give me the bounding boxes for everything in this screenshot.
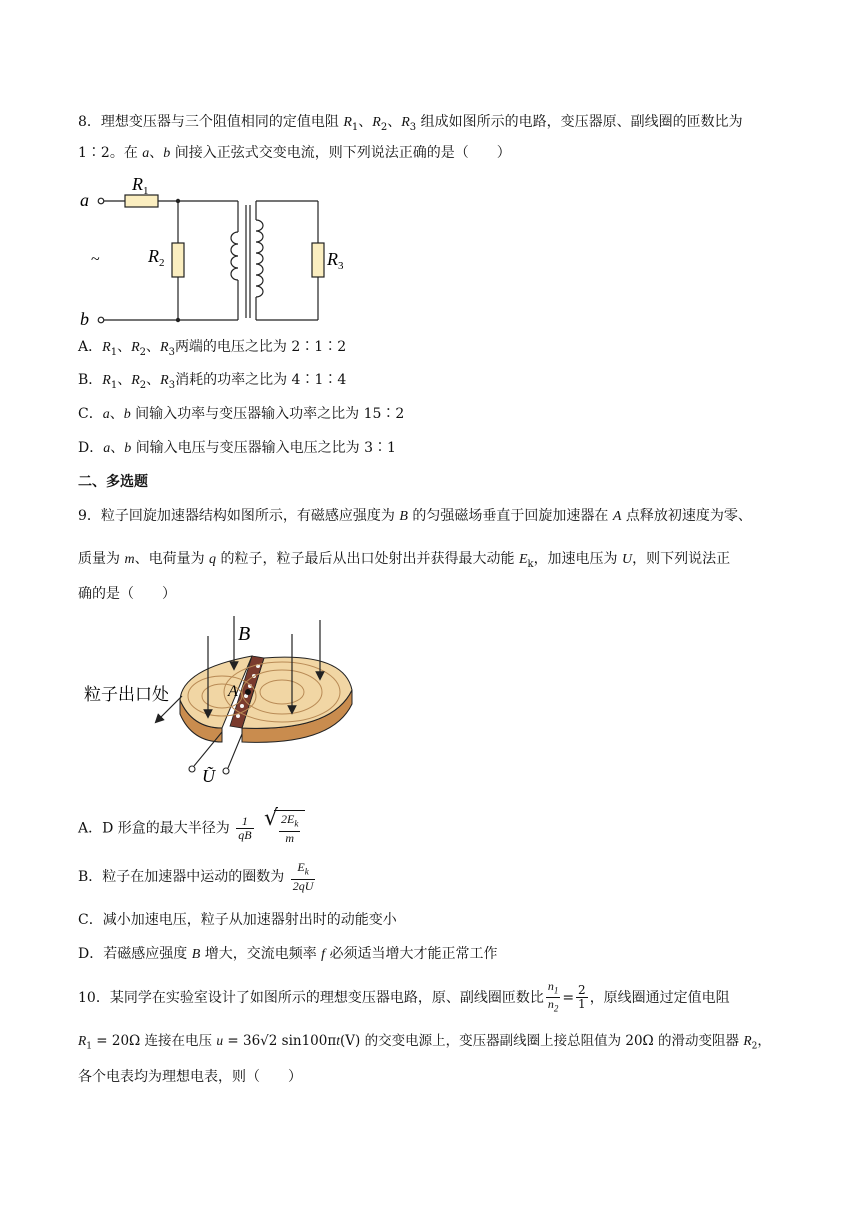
lead-terminal-right (223, 768, 229, 774)
junction-top (176, 199, 180, 203)
lead-terminal-left (189, 766, 195, 772)
q8-transformer-circuit-figure (76, 170, 366, 330)
q9-stem-line1: 9．粒子回旋加速器结构如图所示，有磁感应强度为 B 的匀强磁场垂直于回旋加速器在 A 点释放初速度为零、 (78, 508, 752, 524)
q9-cyclotron-figure (82, 614, 362, 786)
q10-stem-line1: 10．某同学在实验室设计了如图所示的理想变压器电路，原、副线圈匝数比 $\frac{n_1}{n_2}$ = $\frac{2}{1}$ ，原线圈通过定值电阻 (78, 979, 730, 1014)
secondary-coil (256, 220, 263, 297)
q8-option-b: B．$R_1$、$R_2$、$R_3$消耗的功率之比为 4∶1∶4 (78, 372, 347, 391)
terminal-b (98, 317, 104, 323)
junction-bottom (176, 318, 180, 322)
a-point-label: A (228, 683, 238, 700)
ac-source-symbol: ~ (91, 251, 100, 268)
terminal-a (98, 198, 104, 204)
q8-option-c: C．a、b 间输入功率与变压器输入功率之比为 15∶2 (78, 406, 405, 422)
terminal-a-label: a (80, 190, 89, 210)
q9-option-a: A．D 形盒的最大半径为 $\frac{1}{qB}$ √ $\frac{2E_k}{m}$ (78, 810, 305, 850)
primary-coil (231, 232, 238, 280)
r2-label: $R_2$ (148, 246, 165, 269)
q9-option-c: C．减小加速电压，粒子从加速器射出时的动能变小 (78, 912, 397, 928)
terminal-b-label: b (80, 309, 89, 329)
q9-option-d: D．若磁感应强度 B 增大，交流电频率 f 必须适当增大才能正常工作 (78, 946, 498, 962)
q10-stem-line2: $R_1 = 20\Omega$ 连接在电压 u = 36√2 sin100πt(V) 的交变电源上，变压器副线圈上接总阻值为 20Ω 的滑动变阻器 $R_2$， (78, 1033, 771, 1052)
q10-stem-line3: 各个电表均为理想电表，则（ ） (78, 1069, 302, 1085)
resistor-r3 (312, 243, 324, 277)
resistor-r2 (172, 243, 184, 277)
resistor-r1 (125, 195, 158, 207)
q9-stem-line3: 确的是（ ） (78, 586, 176, 602)
point-a (245, 689, 251, 695)
r1-label: $R_1$ (132, 174, 149, 197)
voltage-label: Ũ (202, 766, 215, 786)
exit-label: 粒子出口处 (84, 685, 169, 705)
q8-stem-line2: 1∶2。在 a、b 间接入正弦式交变电流，则下列说法正确的是（ ） (78, 145, 511, 161)
q8-option-d: D．a、b 间输入电压与变压器输入电压之比为 3∶1 (78, 440, 396, 456)
q9-stem-line2: 质量为 m、电荷量为 q 的粒子，粒子最后从出口处射出并获得最大动能 $E_k$，加速电压为 U，则下列说法正 (78, 551, 731, 570)
q9-option-b: B．粒子在加速器中运动的圈数为 $\frac{E_k}{2qU}$ (78, 860, 314, 893)
b-field-label: B (238, 623, 251, 645)
q8-option-a: A．$R_1$、$R_2$、$R_3$两端的电压之比为 2∶1∶2 (78, 339, 347, 358)
q8-stem-line1: 8．理想变压器与三个阻值相同的定值电阻 $R_1$、$R_2$、$R_3$ 组成如图所示的电路，变压器原、副线圈的匝数比为 (78, 114, 743, 133)
section-heading: 二、多选题 (78, 474, 148, 490)
r3-label: $R_3$ (327, 249, 344, 272)
